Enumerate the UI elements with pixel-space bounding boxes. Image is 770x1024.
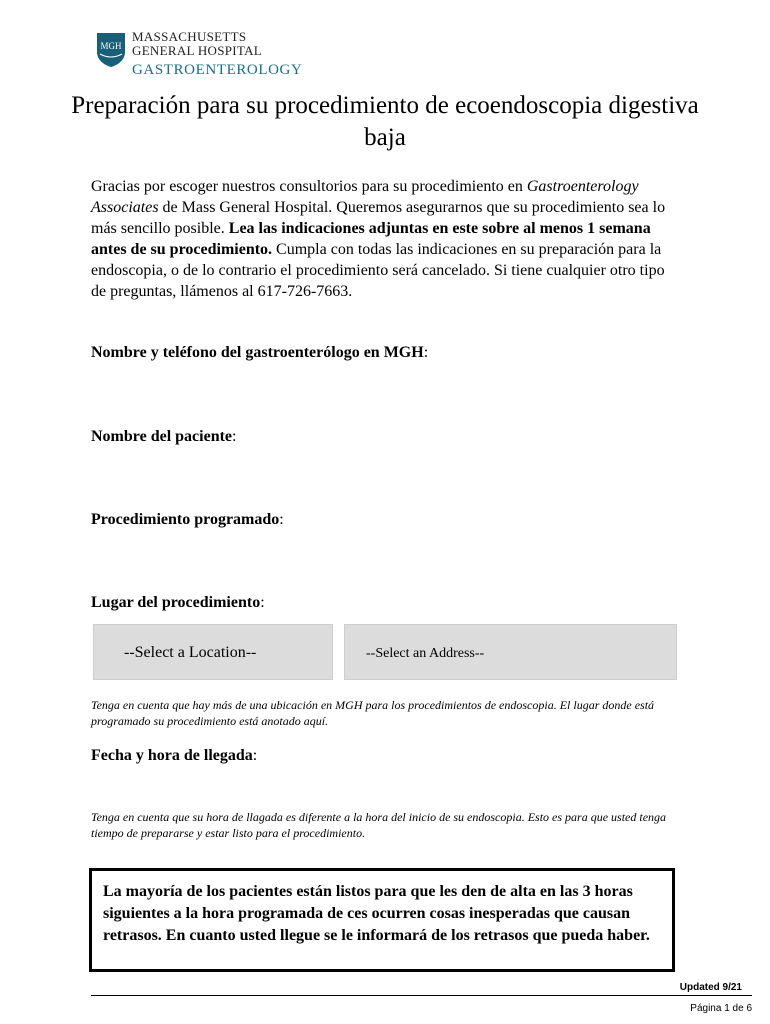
updated-date: Updated 9/21 [679, 982, 742, 993]
mgh-logo [96, 29, 303, 80]
doctor-label-text: Nombre y teléfono del gastroenterólogo en MGH [91, 344, 424, 361]
location-select-value: --Select a Location-- [124, 644, 257, 661]
discharge-notice-box: La mayoría de los pacientes están listos para que les den de alta en las 3 horas siguientes a la hora programada de ces ocurren cosas inesperadas que causan retrasos. En cuanto usted llegue se le informará de los retrasos que pueda haber. [89, 868, 675, 972]
arrival-label-text: Fecha y hora de llegada [91, 747, 253, 764]
procedure-label-text: Procedimiento programado [91, 511, 280, 528]
logo-line-1: MASSACHUSETTS [132, 29, 247, 44]
arrival-note: Tenga en cuenta que su hora de llagada es diferente a la hora del inicio de su endoscopia. Esto es para que usted tenga tiempo de prepararse y estar listo para el procedimiento. [91, 810, 667, 840]
patient-label-text: Nombre del paciente [91, 428, 233, 445]
arrival-label-colon: : [252, 747, 258, 764]
location-label-text: Lugar del procedimiento [91, 594, 261, 611]
intro-text-5: Cumpla con todas las indicaciones en su preparación para la endoscopia, o de lo contrario el procedimiento será cancelado. Si tiene cualquier otro tipo de preguntas, llámenos al 617-726-7663. [91, 241, 665, 300]
intro-text-3: de Mass General Hospital. Queremos asegurarnos que su procedimiento sea lo más sencillo posible. [91, 199, 666, 237]
footer-divider [91, 995, 752, 996]
arrival-label [91, 747, 257, 765]
location-select[interactable] [93, 624, 333, 680]
page-number: Página 1 de 6 [690, 1003, 752, 1014]
intro-text-italic: Gastroenterology Associates [91, 178, 639, 216]
location-label [91, 594, 265, 612]
procedure-label-colon: : [279, 511, 284, 528]
intro-paragraph [91, 176, 681, 302]
intro-text-1: Gracias por escoger nuestros consultorios para su procedimiento en [91, 178, 527, 195]
logo-text [132, 30, 302, 79]
procedure-label [91, 511, 284, 529]
doctor-label [91, 344, 428, 362]
address-select[interactable] [344, 624, 677, 680]
patient-label-colon: : [232, 428, 237, 445]
shield-icon [96, 32, 126, 68]
location-label-colon: : [260, 594, 265, 611]
page-title: Preparación para su procedimiento de ecoendoscopia digestiva baja [71, 92, 699, 151]
address-select-value: --Select an Address-- [366, 646, 485, 661]
intro-text-bold: Lea las indicaciones adjuntas en este sobre al menos 1 semana antes de su procedimiento. [91, 220, 651, 258]
logo-line-2: GENERAL HOSPITAL [132, 43, 263, 58]
logo-line-3: GASTROENTEROLOGY [132, 62, 303, 78]
patient-label [91, 428, 236, 446]
shield-text: MGH [100, 41, 122, 51]
doctor-label-colon: : [423, 344, 429, 361]
location-note: Tenga en cuenta que hay más de una ubicación en MGH para los procedimientos de endoscopia. El lugar donde está programado su procedimiento está anotado aquí. [91, 698, 655, 728]
